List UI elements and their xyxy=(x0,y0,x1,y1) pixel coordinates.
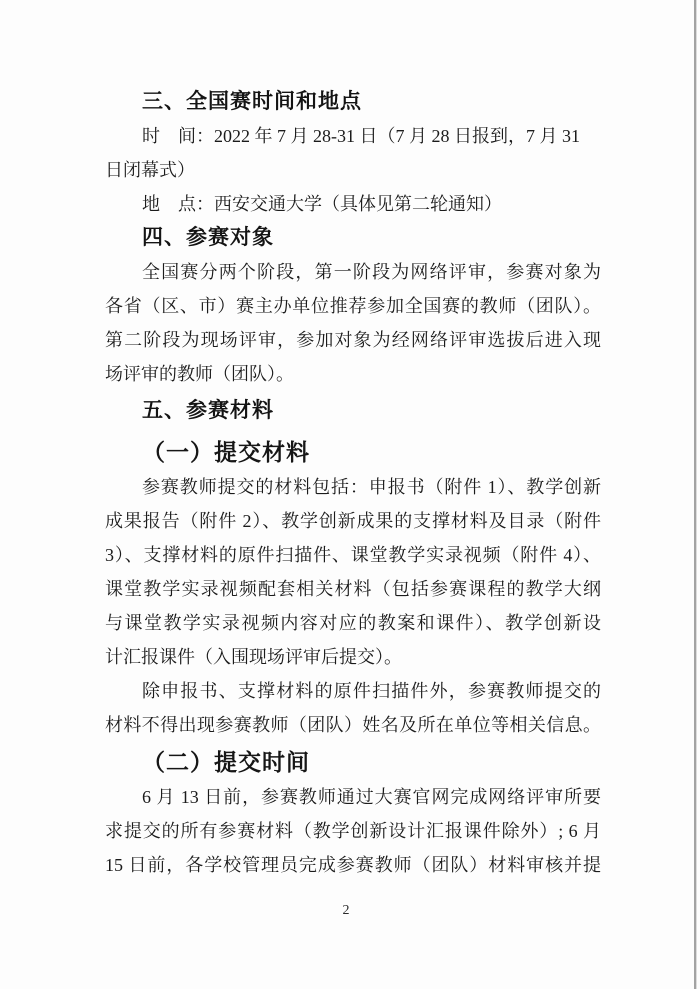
paragraph-line: 3）、支撑材料的原件扫描件、课堂教学实录视频（附件 4）、 xyxy=(105,545,601,565)
paragraph-line: 参赛教师提交的材料包括：申报书（附件 1）、教学创新 xyxy=(142,477,601,497)
paragraph-line: 各省（区、市）赛主办单位推荐参加全国赛的教师（团队）。 xyxy=(105,296,601,316)
paragraph-line-time: 时 间：2022 年 7 月 28-31 日（7 月 28 日报到，7 月 31 xyxy=(142,126,580,146)
paragraph-line: 第二阶段为现场评审，参加对象为经网络评审选拔后进入现 xyxy=(105,330,601,350)
paragraph-line: 6 月 13 日前，参赛教师通过大赛官网完成网络评审所要 xyxy=(142,787,601,807)
section-heading-materials: 五、参赛材料 xyxy=(142,399,274,422)
paragraph-line: 成果报告（附件 2）、教学创新成果的支撑材料及目录（附件 xyxy=(105,511,601,531)
paragraph-line: 全国赛分两个阶段，第一阶段为网络评审，参赛对象为 xyxy=(142,262,601,282)
paragraph-line-location: 地 点：西安交通大学（具体见第二轮通知） xyxy=(142,194,502,214)
paragraph-line: 除申报书、支撑材料的原件扫描件外，参赛教师提交的 xyxy=(142,681,601,701)
section-heading-participants: 四、参赛对象 xyxy=(142,226,274,249)
subsection-heading-submission-time: （二）提交时间 xyxy=(142,750,310,775)
paragraph-line: 15 日前，各学校管理员完成参赛教师（团队）材料审核并提 xyxy=(105,855,601,875)
paragraph-line: 材料不得出现参赛教师（团队）姓名及所在单位等相关信息。 xyxy=(105,715,601,735)
paragraph-line: 课堂教学实录视频配套相关材料（包括参赛课程的教学大纲 xyxy=(105,579,601,599)
paragraph-line: 场评审的教师（团队）。 xyxy=(105,364,294,384)
paragraph-line: 与课堂教学实录视频内容对应的教案和课件）、教学创新设 xyxy=(105,613,601,633)
document-text-block xyxy=(105,85,601,882)
paragraph-line: 求提交的所有参赛材料（教学创新设计汇报课件除外）; 6 月 xyxy=(105,821,601,841)
page-number: 2 xyxy=(342,903,350,918)
scan-edge-artifact-line xyxy=(694,0,697,989)
paragraph-line: 日闭幕式） xyxy=(105,160,195,180)
subsection-heading-submission-materials: （一）提交材料 xyxy=(142,440,310,465)
section-heading-time-location: 三、全国赛时间和地点 xyxy=(142,90,362,113)
paragraph-line: 计汇报课件（入围现场评审后提交）。 xyxy=(105,647,402,667)
